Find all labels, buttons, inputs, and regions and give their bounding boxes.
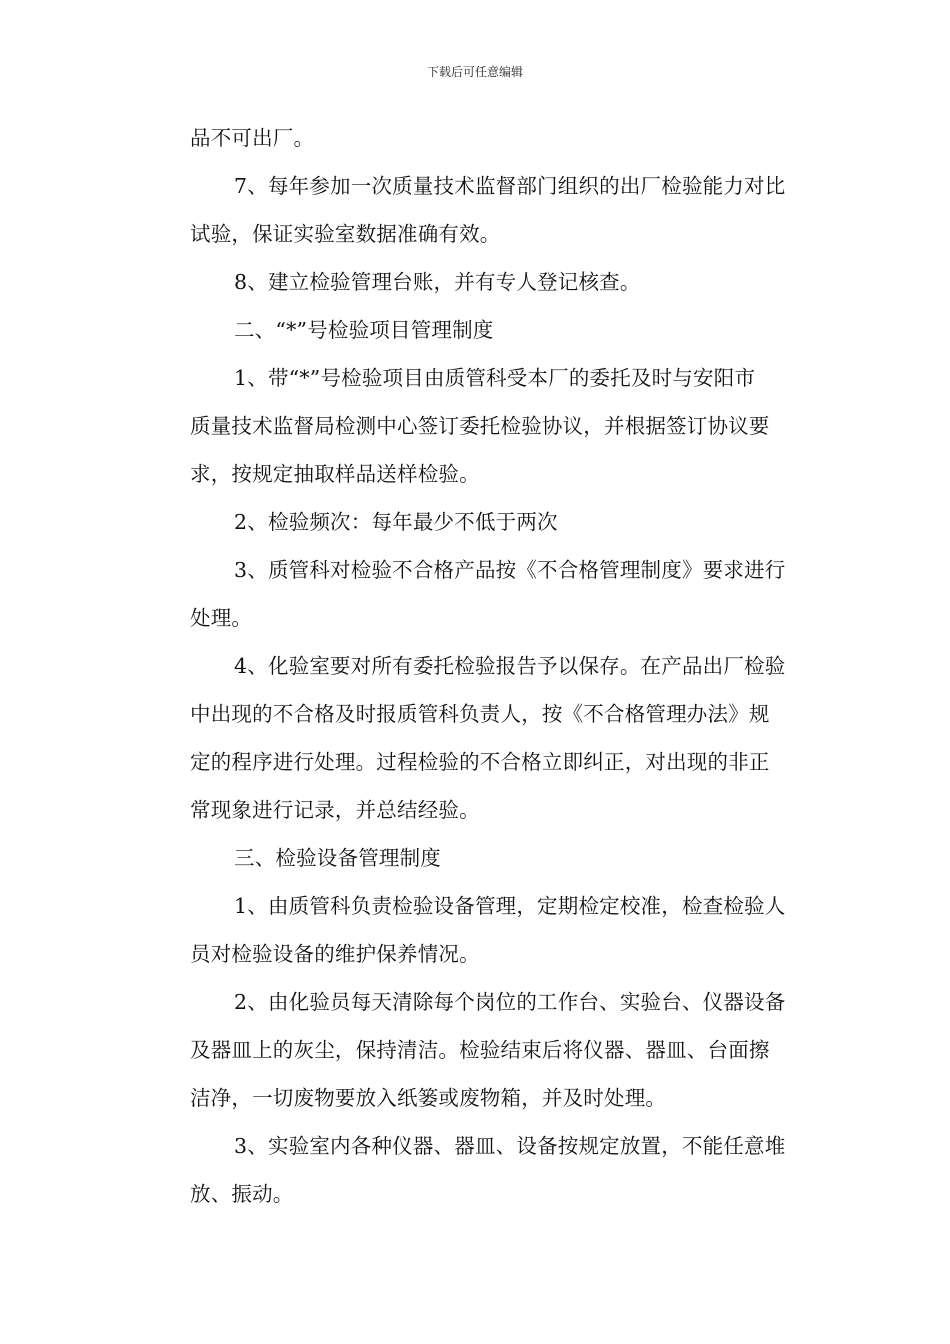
text-line: 2、由化验员每天清除每个岗位的工作台、实验台、仪器设备 <box>234 990 786 1014</box>
text-line: 3、实验室内各种仪器、器皿、设备按规定放置，不能任意堆 <box>234 1134 786 1158</box>
section-heading: 三、检验设备管理制度 <box>234 846 441 870</box>
text-line: 处理。 <box>190 606 253 630</box>
text-line: 2、检验频次：每年最少不低于两次 <box>234 510 558 534</box>
text-line: 试验，保证实验室数据准确有效。 <box>190 222 501 246</box>
document-body <box>190 114 810 1218</box>
text-line: 7、每年参加一次质量技术监督部门组织的出厂检验能力对比 <box>234 174 786 198</box>
text-line: 求，按规定抽取样品送样检验。 <box>190 462 480 486</box>
text-line: 3、质管科对检验不合格产品按《不合格管理制度》要求进行 <box>234 558 786 582</box>
text-line: 1、由质管科负责检验设备管理，定期检定校准，检查检验人 <box>234 894 786 918</box>
text-line: 及器皿上的灰尘，保持清洁。检验结束后将仪器、器皿、台面擦 <box>190 1038 770 1062</box>
page-header: 下载后可任意编辑 <box>426 65 523 79</box>
text-line: 放、振动。 <box>190 1182 294 1206</box>
text-line: 常现象进行记录，并总结经验。 <box>190 798 480 822</box>
text-line: 定的程序进行处理。过程检验的不合格立即纠正，对出现的非正 <box>190 750 770 774</box>
text-line: 质量技术监督局检测中心签订委托检验协议，并根据签订协议要 <box>190 414 770 438</box>
text-line: 品不可出厂。 <box>190 126 315 150</box>
text-line: 4、化验室要对所有委托检验报告予以保存。在产品出厂检验 <box>234 654 786 678</box>
text-line: 员对检验设备的维护保养情况。 <box>190 942 480 966</box>
text-line: 1、带“*”号检验项目由质管科受本厂的委托及时与安阳市 <box>234 366 756 390</box>
text-line: 8、建立检验管理台账，并有专人登记核查。 <box>234 270 641 294</box>
text-line: 洁净，一切废物要放入纸篓或废物箱，并及时处理。 <box>190 1086 667 1110</box>
section-heading: 二、“*”号检验项目管理制度 <box>234 318 494 342</box>
text-line: 中出现的不合格及时报质管科负责人，按《不合格管理办法》规 <box>190 702 770 726</box>
